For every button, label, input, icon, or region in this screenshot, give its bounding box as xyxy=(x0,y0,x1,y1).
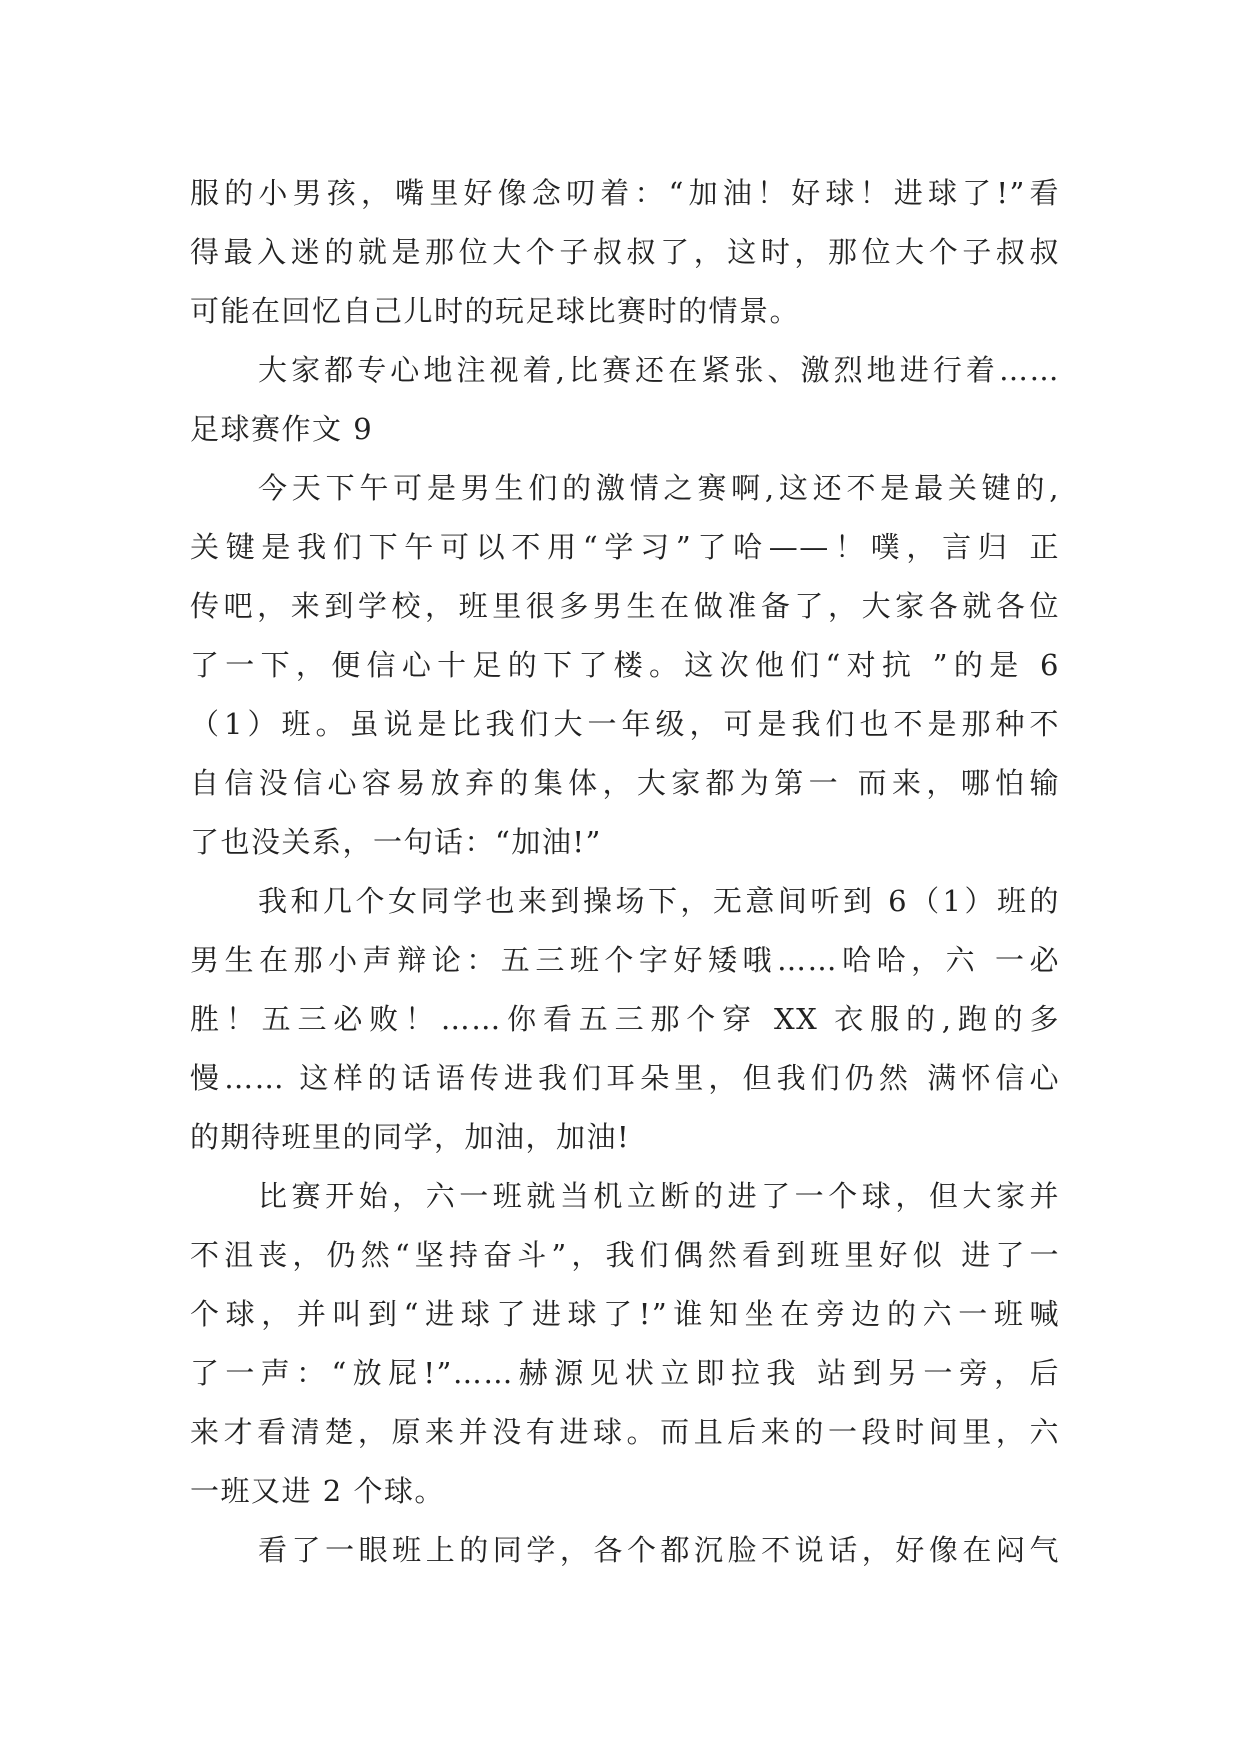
text-line: 一班又进 2 个球。 xyxy=(190,1474,445,1508)
text-line: 了也没关系，一句话：“加油!” xyxy=(190,825,602,859)
text-line: 来才看清楚，原来并没有进球。而且后来的一段时间里，六 xyxy=(190,1415,1060,1449)
text-line: 服的小男孩，嘴里好像念叨着：“加油！好球！进球了!”看 xyxy=(190,176,1060,210)
text-line: 了一声：“放屁!”……赫源见状立即拉我 站到另一旁，后 xyxy=(190,1356,1060,1390)
text-line: 今天下午可是男生们的激情之赛啊,这还不是最关键的, xyxy=(258,471,1060,505)
text-line: 得最入迷的就是那位大个子叔叔了，这时，那位大个子叔叔 xyxy=(190,235,1060,269)
body-text xyxy=(190,164,1060,1580)
text-line: 可能在回忆自己儿时的玩足球比赛时的情景。 xyxy=(190,294,801,328)
text-line: 了一下，便信心十足的下了楼。这次他们“对抗 ”的是 6 xyxy=(190,648,1060,682)
text-line: 男生在那小声辩论：五三班个字好矮哦……哈哈，六 一必 xyxy=(190,943,1060,977)
text-line: 的期待班里的同学，加油，加油! xyxy=(190,1120,631,1154)
section-title: 足球赛作文 9 xyxy=(190,412,374,446)
text-line: 大家都专心地注视着,比赛还在紧张、激烈地进行着…… xyxy=(258,353,1060,387)
text-line: 关键是我们下午可以不用“学习”了哈——！噗，言归 正 xyxy=(190,530,1060,564)
text-line: 我和几个女同学也来到操场下，无意间听到 6（1）班的 xyxy=(258,884,1060,918)
text-line: 胜！五三必败！……你看五三那个穿 XX 衣服的,跑的多 xyxy=(190,1002,1060,1036)
text-line: 传吧，来到学校，班里很多男生在做准备了，大家各就各位 xyxy=(190,589,1060,623)
text-line: 自信没信心容易放弃的集体，大家都为第一 而来，哪怕输 xyxy=(190,766,1060,800)
text-line: 不沮丧，仍然“坚持奋斗”，我们偶然看到班里好似 进了一 xyxy=(190,1238,1060,1272)
text-line: 慢…… 这样的话语传进我们耳朵里，但我们仍然 满怀信心 xyxy=(190,1061,1060,1095)
text-line: （1）班。虽说是比我们大一年级，可是我们也不是那种不 xyxy=(190,707,1060,741)
text-line: 比赛开始，六一班就当机立断的进了一个球，但大家并 xyxy=(258,1179,1060,1213)
text-line: 看了一眼班上的同学，各个都沉脸不说话，好像在闷气 xyxy=(258,1533,1060,1567)
text-line: 个球，并叫到“进球了进球了!”谁知坐在旁边的六一班喊 xyxy=(190,1297,1060,1331)
